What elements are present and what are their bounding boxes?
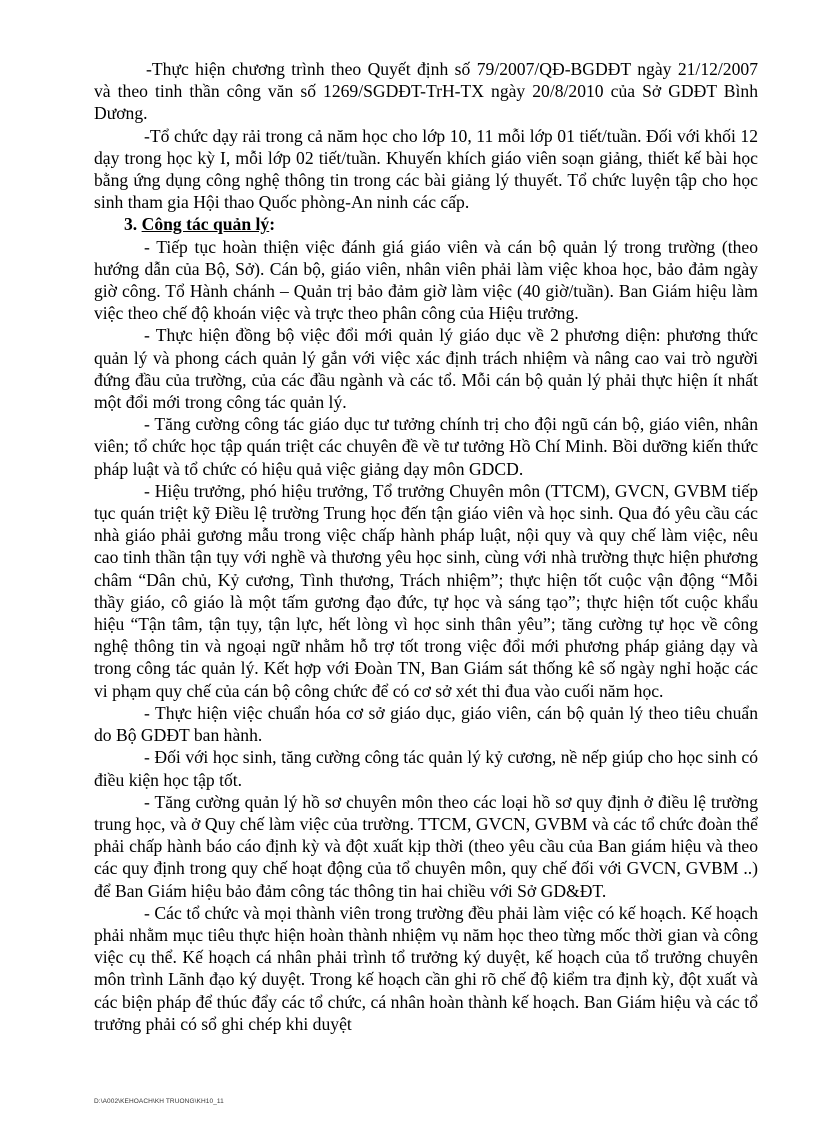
paragraph-curriculum-decision: -Thực hiện chương trình theo Quyết định số 79/2007/QĐ-BGDĐT ngày 21/12/2007 và theo tinh thần công văn số 1269/SGDĐT-TrH-TX ngày 20/8/2010 của Sở GDĐT Bình Dương. (94, 59, 758, 124)
paragraph-teaching-schedule: -Tổ chức dạy rải trong cả năm học cho lớp 10, 11 mỗi lớp 01 tiết/tuần. Đối với khối 12 dạy trong học kỳ I, mỗi lớp 02 tiết/tuần. Khuyến khích giáo viên soạn giảng, thiết kế bài học bằng ứng dụng công nghệ thông tin trong các bài giảng lý thuyết. Tổ chức luyện tập cho học sinh tham gia Hội thao Quốc phòng-An ninh các cấp. (94, 125, 758, 213)
paragraph-management-reform: - Thực hiện đồng bộ việc đổi mới quản lý giáo dục về 2 phương diện: phương thức quản lý và phong cách quản lý gắn với việc xác định trách nhiệm và nâng cao vai trò người đứng đầu của trường, của các đầu ngành và các tổ. Mỗi cán bộ quản lý phải thực hiện ít nhất một đổi mới trong công tác quản lý. (94, 325, 758, 413)
section-colon: : (269, 214, 276, 235)
paragraph-student-discipline: - Đối với học sinh, tăng cường công tác quản lý kỷ cương, nề nếp giúp cho học sinh có điều kiện học tập tốt. (94, 747, 758, 790)
footer-file-path: D:\A002\KEHOACH\KH TRUONG\KH10_11 (94, 1098, 224, 1105)
paragraph-political-education: - Tăng cường công tác giáo dục tư tưởng chính trị cho đội ngũ cán bộ, giáo viên, nhân viên; tổ chức học tập quán triệt các chuyên đề về tư tưởng Hồ Chí Minh. Bồi dưỡng kiến thức pháp luật và tổ chức có hiệu quả việc giảng dạy môn GDCD. (94, 414, 758, 479)
document-page (94, 58, 758, 1035)
section-heading (94, 213, 758, 235)
paragraph-records-management: - Tăng cường quản lý hồ sơ chuyên môn theo các loại hồ sơ quy định ở điều lệ trường trung học, và ở Quy chế làm việc của trường. TTCM, GVCN, GVBM và các tổ chức đoàn thể phải chấp hành báo cáo định kỳ và đột xuất kịp thời (theo yêu cầu của Ban giám hiệu và theo các quy định trong quy chế hoạt động của tổ chuyên môn, quy chế đối với GVCN, GVBM ..) để Ban Giám hiệu bảo đảm công tác thông tin hai chiều với Sở GD&ĐT. (94, 791, 758, 901)
paragraph-evaluation: - Tiếp tục hoàn thiện việc đánh giá giáo viên và cán bộ quản lý trong trường (theo hướng dẫn của Bộ, Sở). Cán bộ, giáo viên, nhân viên phải làm việc khoa học, bảo đảm ngày giờ công. Tổ Hành chánh – Quản trị bảo đảm giờ làm việc (40 giờ/tuần). Ban Giám hiệu làm việc theo chế độ khoán việc và trực theo phân công của Hiệu trưởng. (94, 236, 758, 324)
paragraph-school-charter: - Hiệu trưởng, phó hiệu trưởng, Tổ trưởng Chuyên môn (TTCM), GVCN, GVBM tiếp tục quán triệt kỹ Điều lệ trường Trung học đến tận giáo viên và học sinh. Qua đó yêu cầu các nhà giáo phải gương mẫu trong việc chấp hành pháp luật, nội quy và quy chế làm việc, nêu cao tinh thần tận tụy với nghề và thương yêu học sinh, cùng với nhà trường thực hiện phương châm “Dân chủ, Kỷ cương, Tình thương, Trách nhiệm”; thực hiện tốt cuộc vận động “Mỗi thầy giáo, cô giáo là một tấm gương đạo đức, tự học và sáng tạo”; thực hiện tốt cuộc khẩu hiệu “Tận tâm, tận tụy, tận lực, hết lòng vì học sinh thân yêu”; tăng cường tự học về công nghệ thông tin và ngoại ngữ nhằm hỗ trợ tốt trong việc đổi mới phương pháp giảng dạy và trong công tác quản lý. Kết hợp với Đoàn TN, Ban Giám sát thống kê số ngày nghỉ hoặc các vi phạm quy chế của cán bộ công chức để có cơ sở xét thi đua vào cuối năm học. (94, 480, 758, 701)
paragraph-standardization: - Thực hiện việc chuẩn hóa cơ sở giáo dục, giáo viên, cán bộ quản lý theo tiêu chuẩn do Bộ GDĐT ban hành. (94, 702, 758, 746)
section-title: Công tác quản lý (141, 214, 270, 235)
paragraph-planning: - Các tổ chức và mọi thành viên trong trường đều phải làm việc có kế hoạch. Kế hoạch phải nhằm mục tiêu thực hiện hoàn thành nhiệm vụ năm học theo từng mốc thời gian và công việc cụ thể. Kế hoạch cá nhân phải trình tổ trưởng ký duyệt, kế hoạch của tổ trưởng chuyên môn trình Lãnh đạo ký duyệt. Trong kế hoạch cần ghi rõ chế độ kiểm tra định kỳ, đột xuất và các biện pháp để thúc đẩy các tổ chức, cá nhân hoàn thành kế hoạch. Ban Giám hiệu và các tổ trưởng phải có sổ ghi chép khi duyệt (94, 902, 758, 1034)
section-number: 3. (124, 214, 138, 235)
